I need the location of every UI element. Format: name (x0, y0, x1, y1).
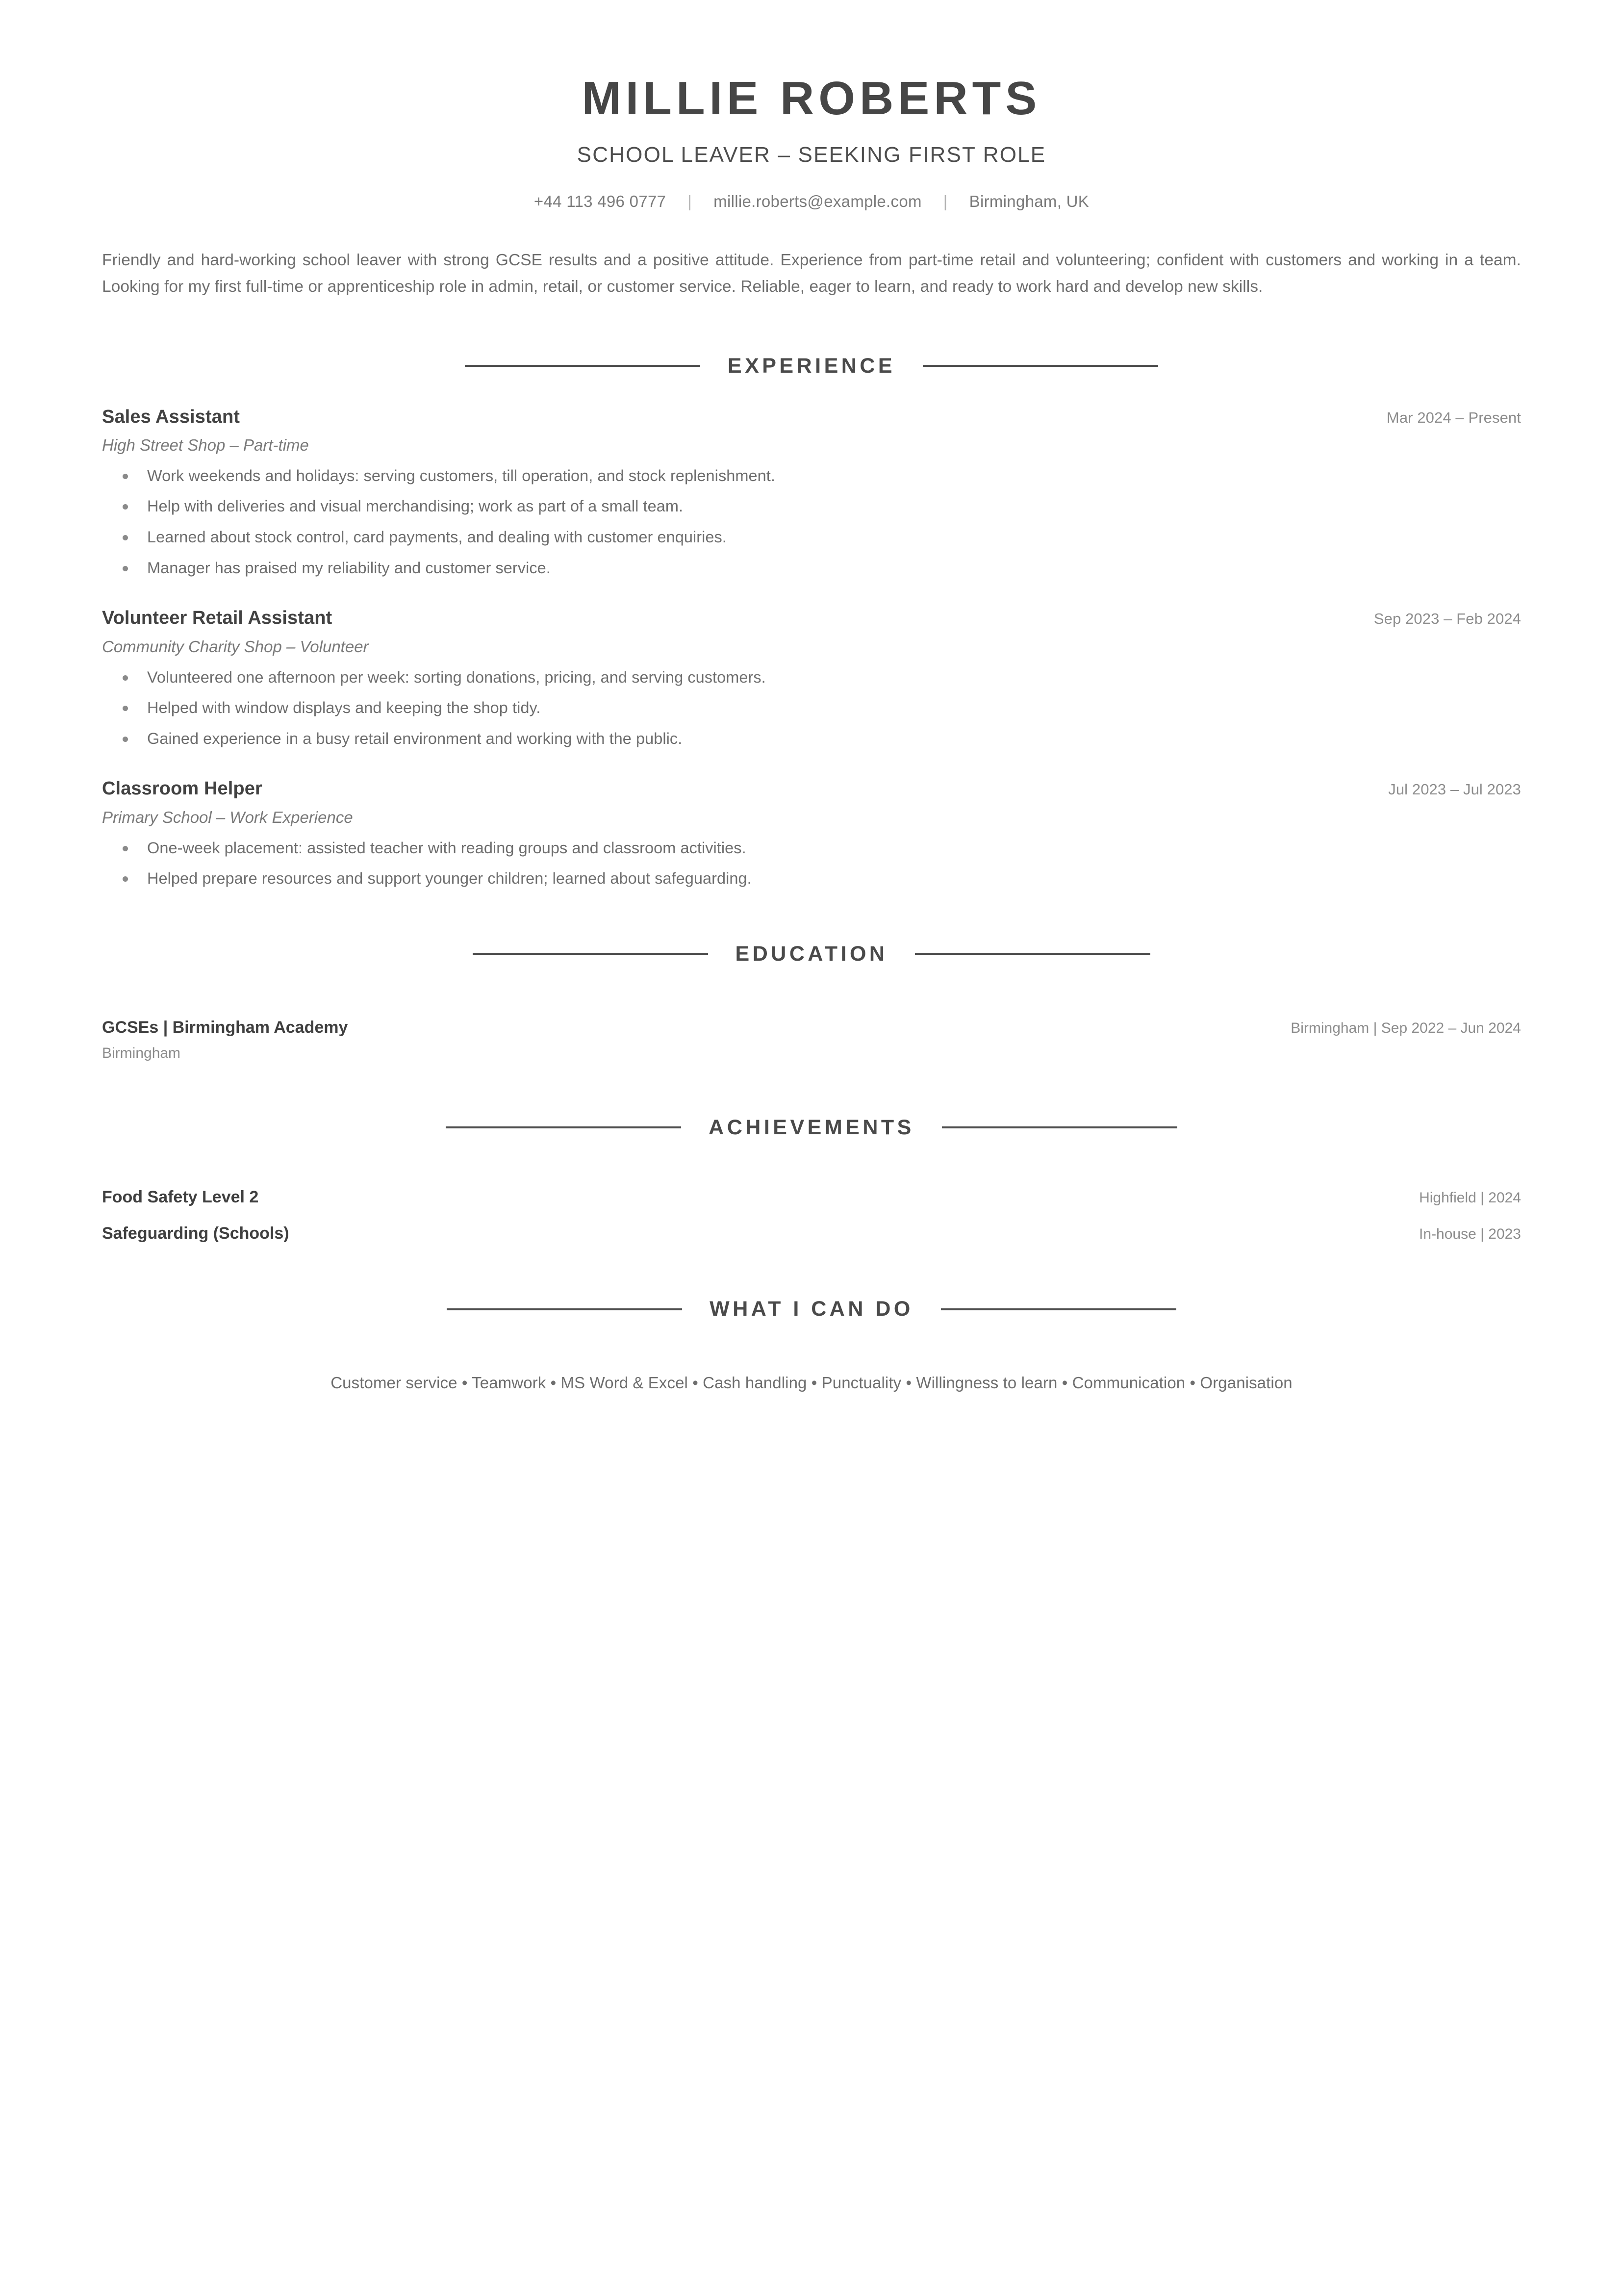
job-title: Sales Assistant (102, 406, 240, 427)
job-organisation: Primary School – Work Experience (102, 808, 353, 827)
achievement-name: Food Safety Level 2 (102, 1187, 259, 1206)
list-item: Work weekends and holidays: serving customers, till operation, and stock replenishment. (102, 466, 1521, 486)
job-title: Classroom Helper (102, 778, 262, 799)
experience-entry (102, 607, 1521, 748)
entry-header-row (102, 1018, 1521, 1038)
job-bullet-list (102, 466, 1521, 578)
heading-rule-right (915, 953, 1150, 955)
job-bullet-list (102, 667, 1521, 749)
heading-rule-left (447, 1308, 682, 1310)
heading-rule-right (923, 365, 1158, 367)
section-label: EXPERIENCE (727, 354, 896, 378)
entry-header-row (102, 607, 1521, 630)
section-heading-skills (102, 1299, 1521, 1320)
heading-rule-left (465, 365, 700, 367)
job-date-range: Mar 2024 – Present (1386, 408, 1521, 426)
achievement-row (102, 1187, 1521, 1207)
resume-header (102, 0, 1521, 211)
achievement-meta: In-house | 2023 (1419, 1226, 1521, 1243)
list-item: Help with deliveries and visual merchandising; work as part of a small team. (102, 496, 1521, 516)
contact-separator-1: | (687, 192, 692, 210)
skills-list: Customer service • Teamwork • MS Word & Excel • Cash handling • Punctuality • Willingness to learn • Communication • Organisation (330, 1374, 1293, 1392)
contact-line (102, 192, 1521, 211)
contact-location: Birmingham, UK (969, 192, 1090, 210)
achievements-list (102, 1187, 1521, 1244)
entry-header-row (102, 778, 1521, 800)
page-title: MILLIE ROBERTS (582, 72, 1041, 125)
entry-header-row (102, 406, 1521, 429)
job-date-range: Sep 2023 – Feb 2024 (1373, 610, 1521, 628)
achievement-row (102, 1224, 1521, 1244)
contact-phone[interactable]: +44 113 496 0777 (533, 192, 666, 210)
education-location: Birmingham (102, 1045, 181, 1061)
list-item: Volunteered one afternoon per week: sorting donations, pricing, and serving customers. (102, 667, 1521, 688)
job-organisation: High Street Shop – Part-time (102, 436, 309, 455)
education-meta: Birmingham | Sep 2022 – Jun 2024 (1291, 1020, 1521, 1036)
header-subtitle: SCHOOL LEAVER – SEEKING FIRST ROLE (577, 142, 1046, 167)
job-bullet-list (102, 838, 1521, 889)
section-heading-education (102, 944, 1521, 965)
list-item: Learned about stock control, card payments, and dealing with customer enquiries. (102, 527, 1521, 547)
section-heading-experience (102, 356, 1521, 377)
achievement-name: Safeguarding (Schools) (102, 1224, 289, 1243)
list-item: Manager has praised my reliability and customer service. (102, 558, 1521, 578)
professional-summary: Friendly and hard-working school leaver with strong GCSE results and a positive attitude. Experience from part-time retail and volunteering; confident with customers and working in a team. Looking for my first full-time or apprenticeship role in admin, retail, or customer service. Reliable, eager to learn, and ready to work hard and develop new skills. (102, 251, 1521, 296)
heading-rule-left (446, 1126, 681, 1128)
section-heading-achievements (102, 1117, 1521, 1138)
section-label: WHAT I CAN DO (710, 1297, 913, 1321)
heading-rule-right (942, 1126, 1177, 1128)
achievement-meta: Highfield | 2024 (1419, 1189, 1521, 1206)
experience-entry (102, 778, 1521, 888)
experience-entry (102, 406, 1521, 578)
list-item: Helped with window displays and keeping the shop tidy. (102, 698, 1521, 718)
job-organisation: Community Charity Shop – Volunteer (102, 637, 369, 656)
heading-rule-left (473, 953, 708, 955)
heading-rule-right (941, 1308, 1176, 1310)
section-label: EDUCATION (735, 942, 888, 966)
section-label: ACHIEVEMENTS (709, 1115, 914, 1139)
list-item: Gained experience in a busy retail environment and working with the public. (102, 729, 1521, 749)
list-item: One-week placement: assisted teacher with reading groups and classroom activities. (102, 838, 1521, 858)
list-item: Helped prepare resources and support younger children; learned about safeguarding. (102, 868, 1521, 889)
job-date-range: Jul 2023 – Jul 2023 (1388, 781, 1521, 798)
contact-email[interactable]: millie.roberts@example.com (713, 192, 922, 210)
education-title: GCSEs | Birmingham Academy (102, 1018, 348, 1037)
job-title: Volunteer Retail Assistant (102, 608, 332, 629)
contact-separator-2: | (943, 192, 948, 210)
education-entry (102, 1018, 1521, 1062)
